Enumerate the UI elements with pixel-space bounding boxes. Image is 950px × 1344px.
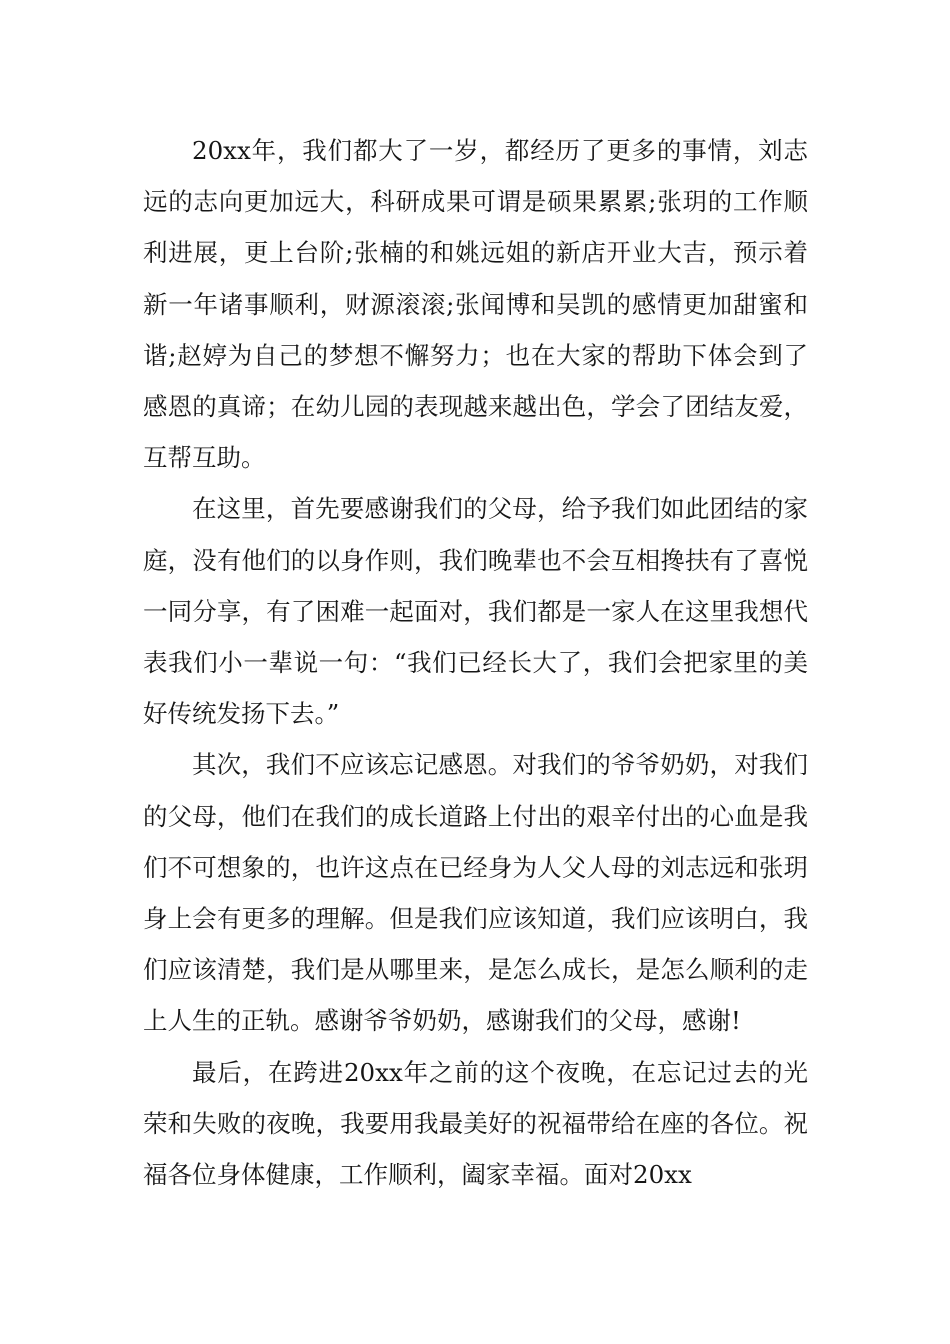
paragraph-final-wishes: 最后，在跨进20xx年之前的这个夜晚，在忘记过去的光荣和失败的夜晚，我要用我最美好的祝福带给在座的各位。祝福各位身体健康，工作顺利，阖家幸福。面对20xx [143, 1057, 808, 1190]
document-body [143, 125, 808, 1200]
paragraph-thank-parents: 在这里，首先要感谢我们的父母，给予我们如此团结的家庭，没有他们的以身作则，我们晚辈也不会互相搀扶有了喜悦一同分享，有了困难一起面对，我们都是一家人在这里我想代表我们小一辈说一句：“我们已经长大了，我们会把家里的美好传统发扬下去。” [143, 494, 808, 729]
paragraph-year-review: 20xx年，我们都大了一岁，都经历了更多的事情，刘志远的志向更加远大，科研成果可谓是硕果累累;张玥的工作顺利进展，更上台阶;张楠的和姚远姐的新店开业大吉，预示着新一年诸事顺利，财源滚滚;张闻博和吴凯的感情更加甜蜜和谐;赵婷为自己的梦想不懈努力；也在大家的帮助下体会到了感恩的真谛；在幼儿园的表现越来越出色，学会了团结友爱，互帮互助。 [143, 136, 808, 473]
paragraph-gratitude: 其次，我们不应该忘记感恩。对我们的爷爷奶奶，对我们的父母，他们在我们的成长道路上付出的艰辛付出的心血是我们不可想象的，也许这点在已经身为人父人母的刘志远和张玥身上会有更多的理解。但是我们应该知道，我们应该明白，我们应该清楚，我们是从哪里来，是怎么成长，是怎么顺利的走上人生的正轨。感谢爷爷奶奶，感谢我们的父母，感谢! [143, 750, 808, 1036]
